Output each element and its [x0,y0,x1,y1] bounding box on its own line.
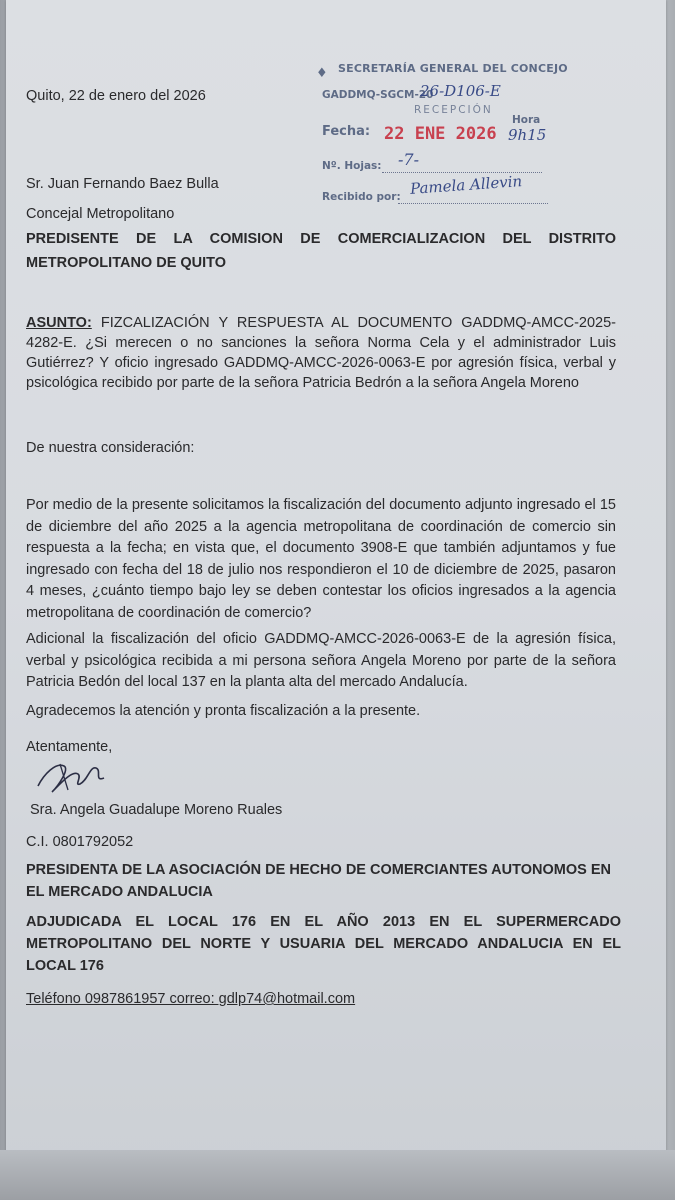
subject-label: ASUNTO: [26,315,92,331]
subject [26,313,616,393]
stamp-hour-value: 9h15 [508,126,547,144]
signer-name: Sra. Angela Guadalupe Moreno Ruales [30,802,283,818]
stamp-pages-value: -7- [398,150,419,169]
stamp-hour-label: Hora [512,114,541,126]
stamp-received-signature: Pamela Allevin [409,172,523,198]
handwritten-signature [34,756,114,800]
recipient-title-line1: PREDISENTE DE LA COMISION DE COMERCIALIZACION DEL DISTRITO [26,231,616,247]
table-surface [0,1150,675,1200]
signer-role-1: PRESIDENTA DE LA ASOCIACIÓN DE HECHO DE COMERCIANTES AUTONOMOS EN EL MERCADO ANDALUCIA [26,862,611,900]
stamp-code-prefix: GADDMQ-SGCM-20 [322,89,434,101]
body-paragraph-1: Por medio de la presente solicitamos la fiscalización del documento adjunto ingresado el 15 de diciembre del año 2025 a la agencia metropolitana de coordinación de comercio sin respuesta a la fecha; en vista que, el documento 3908-E que también adjuntamos y fue ingresado con fecha del 18 de julio nos respondieron el 10 de diciembre de 2025, pasaron 4 meses, ¿cuánto tiempo bajo ley se deben contestar los oficios ingresados a la agencia metropolitana de coordinación de comercio? [26,497,616,621]
body-paragraph-2: Adicional la fiscalización del oficio GADDMQ-AMCC-2026-0063-E de la agresión física, verbal y psicológica recibida a mi persona señora Angela Moreno por parte de la señora Patricia Bedón del local 137 en la planta alta del mercado Andalucía. [26,631,616,690]
stamp-date-label: Fecha: [322,124,371,139]
stamp-received-label: Recibido por: [322,191,401,203]
stamp-pages-label: Nº. Hojas: [322,160,382,172]
closing: Atentamente, [26,739,113,755]
signer-role-2: ADJUDICADA EL LOCAL 176 EN EL AÑO 2013 EN EL SUPERMERCADO METROPOLITANO DEL NORTE Y USUARIA DEL MERCADO ANDALUCIA EN EL LOCAL 176 [26,914,621,974]
stamp-code-handwritten: 26-D106-E [420,82,501,100]
stamp-reception: RECEPCIÓN [414,104,493,116]
stamp-date-value: 22 ENE 2026 [384,124,497,144]
stamp-emblem-icon: ♦ [316,66,328,81]
recipient-role: Concejal Metropolitano [26,206,175,222]
greeting: De nuestra consideración: [26,440,195,456]
recipient-title-line2: METROPOLITANO DE QUITO [26,255,227,271]
stamp-office: SECRETARÍA GENERAL DEL CONCEJO [338,62,568,75]
place-date: Quito, 22 de enero del 2026 [26,88,206,104]
body-paragraph-3: Agradecemos la atención y pronta fiscalización a la presente. [26,703,421,719]
signer-id: C.I. 0801792052 [26,834,134,850]
signer-contact: Teléfono 0987861957 correo: gdlp74@hotmail.com [26,991,356,1007]
recipient-name: Sr. Juan Fernando Baez Bulla [26,176,219,192]
subject-text: FIZCALIZACIÓN Y RESPUESTA AL DOCUMENTO GADDMQ-AMCC-2025-4282-E. ¿Si merecen o no sanciones la señora Norma Cela y el administrador Luis Gutiérrez? Y oficio ingresado GADDMQ-AMCC-2026-0063-E por agresión física, verbal y psicológica recibido por parte de la señora Patricia Bedrón a la señora Angela Moreno [26,315,616,391]
